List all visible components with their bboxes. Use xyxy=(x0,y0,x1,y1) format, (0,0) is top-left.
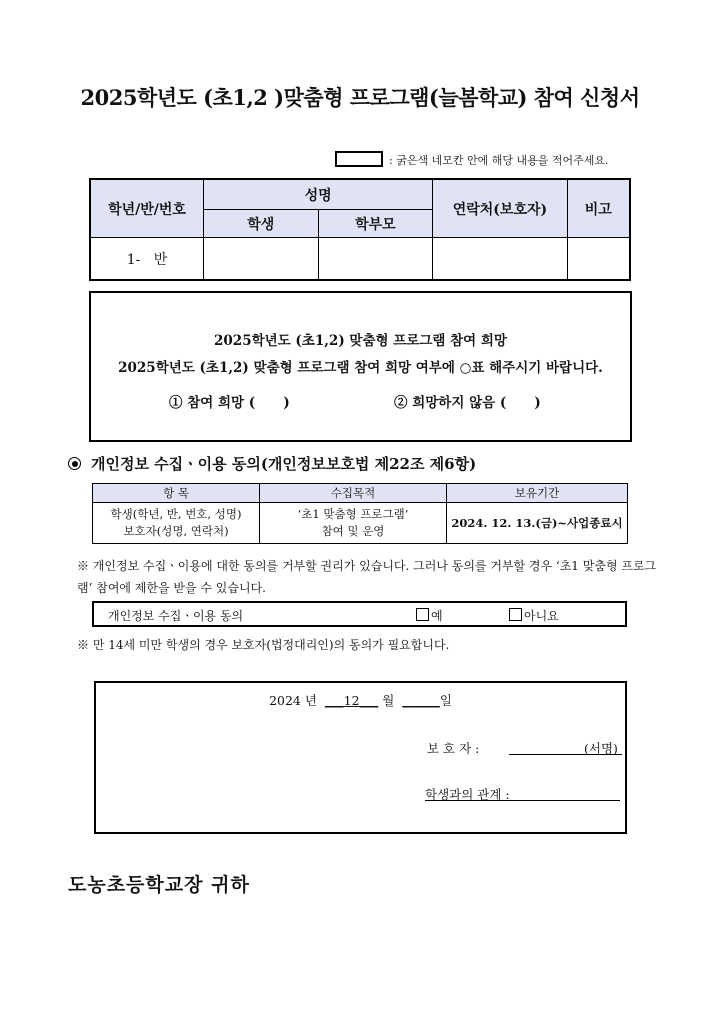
privacy-purpose-line2: 참여 및 운영 xyxy=(321,524,385,538)
date-year: 2024 년 xyxy=(269,693,317,708)
remark-cell[interactable] xyxy=(567,238,630,281)
option-decline[interactable]: ② 희망하지 않음 ( ) xyxy=(394,395,541,411)
privacy-item-cell xyxy=(93,503,260,544)
relation-label: 학생과의 관계 : xyxy=(425,787,510,802)
application-table xyxy=(89,178,631,281)
date-day-field[interactable]: ______ xyxy=(402,693,440,708)
sign-mark: (서명) xyxy=(584,741,618,756)
header-name: 성명 xyxy=(204,179,433,210)
addressee: 도농초등학교장 귀하 xyxy=(68,874,250,896)
consent-yes-label: 예 xyxy=(431,609,443,623)
privacy-period-cell: 2024. 12. 13.(금)~사업종료시 xyxy=(447,503,628,544)
option-participate[interactable]: ① 참여 희망 ( ) xyxy=(169,395,290,411)
privacy-item-line1: 학생(학년, 반, 번호, 성명) xyxy=(110,507,242,521)
date-month-field[interactable]: ___12___ xyxy=(324,693,379,708)
privacy-notice: ※ 개인정보 수집ㆍ이용에 대한 동의를 거부할 권리가 있습니다. 그러나 동의를 거부할 경우 ‘초1 맞춤형 프로그램’ 참여에 제한을 받을 수 있습니다. xyxy=(77,559,657,595)
participation-heading: 2025학년도 (초1,2) 맞춤형 프로그램 참여 희망 xyxy=(214,333,507,349)
date-day-unit: 일 xyxy=(439,693,452,708)
participation-box xyxy=(89,291,632,442)
date-line xyxy=(96,691,625,709)
privacy-purpose-cell xyxy=(260,503,447,544)
date-month: 12 xyxy=(343,693,360,708)
parent-name-cell[interactable] xyxy=(318,238,433,281)
consent-no-option[interactable] xyxy=(509,607,559,624)
consent-label: 개인정보 수집ㆍ이용 동의 xyxy=(108,609,244,623)
header-contact: 연락처(보호자) xyxy=(433,179,567,238)
contact-cell[interactable] xyxy=(433,238,567,281)
privacy-heading xyxy=(68,453,476,474)
privacy-table xyxy=(92,483,628,544)
privacy-purpose-line1: ‘초1 맞춤형 프로그램’ xyxy=(297,507,409,521)
participation-instruction: 2025학년도 (초1,2) 맞춤형 프로그램 참여 희망 여부에 ○표 해주시기 바랍니다. xyxy=(118,360,603,376)
privacy-heading-text: 개인정보 수집ㆍ이용 동의(개인정보보호법 제22조 제6항) xyxy=(91,455,477,473)
signature-box xyxy=(94,681,627,834)
student-name-cell[interactable] xyxy=(204,238,319,281)
date-month-unit: 월 xyxy=(382,693,395,708)
consent-yes-option[interactable] xyxy=(416,607,443,624)
privacy-col-item: 항 목 xyxy=(93,484,260,503)
grade-input-cell[interactable]: 1- 반 xyxy=(90,238,204,281)
bullet-circle-icon xyxy=(68,457,81,470)
consent-box xyxy=(92,601,627,627)
checkbox-no[interactable] xyxy=(509,608,522,621)
privacy-col-period: 보유기간 xyxy=(447,484,628,503)
header-parent: 학부모 xyxy=(318,210,433,238)
relation-field[interactable] xyxy=(425,800,620,801)
header-grade: 학년/반/번호 xyxy=(90,179,204,238)
consent-no-label: 아니요 xyxy=(524,609,559,623)
guardian-label: 보 호 자 : xyxy=(427,741,480,756)
header-remark: 비고 xyxy=(567,179,630,238)
legend-bold-box xyxy=(335,151,383,167)
privacy-col-purpose: 수집목적 xyxy=(260,484,447,503)
age-notice: ※ 만 14세 미만 학생의 경우 보호자(법정대리인)의 동의가 필요합니다. xyxy=(77,638,450,652)
checkbox-yes[interactable] xyxy=(416,608,429,621)
privacy-item-line2: 보호자(성명, 연락처) xyxy=(123,524,229,538)
document-title: 2025학년도 (초1,2 )맞춤형 프로그램(늘봄학교) 참여 신청서 xyxy=(80,85,640,110)
legend-note: : 굵은색 네모칸 안에 해당 내용을 적어주세요. xyxy=(389,154,609,167)
header-student: 학생 xyxy=(204,210,319,238)
